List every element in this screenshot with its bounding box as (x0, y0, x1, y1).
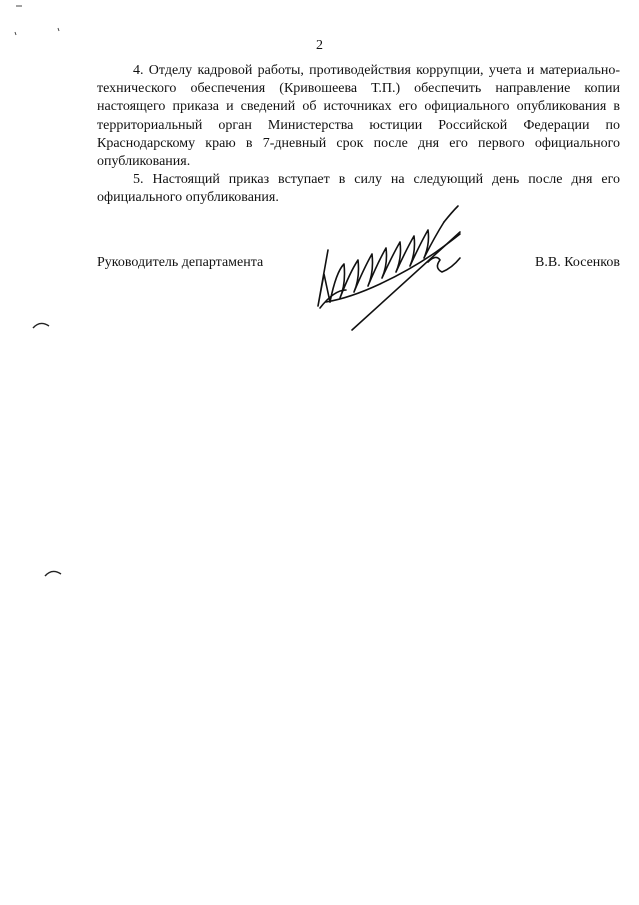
paragraph-5: 5. Настоящий приказ вступает в силу на следующий день после дня его официального опубликования. (97, 172, 620, 206)
scan-mark-left-2 (42, 566, 66, 580)
document-body (97, 62, 620, 208)
signer-position: Руководитель департамента (97, 255, 264, 270)
signer-name: В.В. Косенков (535, 255, 620, 270)
scan-mark-left-1 (30, 318, 54, 332)
paragraph-4: 4. Отделу кадровой работы, противодействия коррупции, учета и материально-технического обеспечения (Кривошеева Т.П.) обеспечить направление копии настоящего приказа и сведений об источниках его официального опубликования в территориальный орган Министерства юстиции Российской Федерации по Краснодарскому краю в 7-дневный срок после дня его первого официального опубликования. (97, 63, 620, 170)
page-number: 2 (316, 38, 323, 53)
handwritten-signature (310, 202, 470, 334)
